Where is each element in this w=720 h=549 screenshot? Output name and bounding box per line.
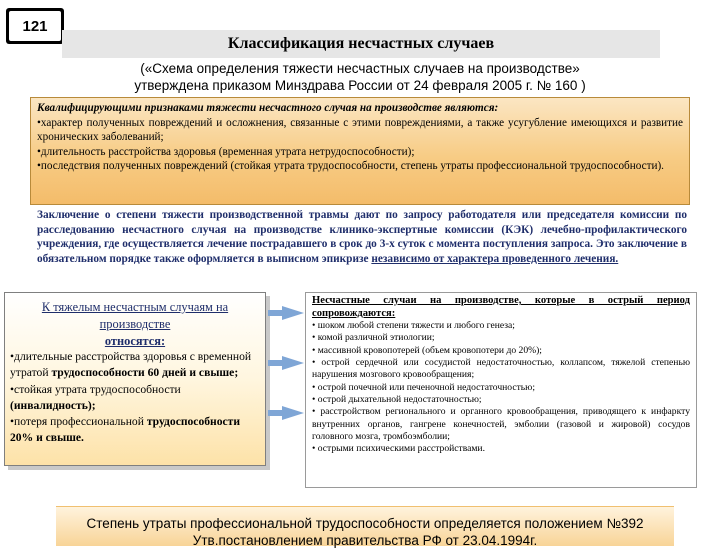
criteria-box	[30, 97, 690, 205]
footer-line-1: Степень утраты профессиональной трудоспособности определяется положением №392	[86, 516, 644, 531]
slide-number: 121	[9, 11, 61, 41]
criteria-item: •длительность расстройства здоровья (временная утрата нетрудоспособности);	[37, 145, 415, 158]
page-title: Классификация несчастных случаев	[62, 30, 660, 58]
conclusion-underlined: независимо от характера проведенного лечения.	[371, 252, 619, 265]
subtitle-line-2: утверждена приказом Минздрава России от 24 февраля 2005 г. № 160 )	[134, 78, 586, 93]
acute-item: • расстройством регионального и органного кровообращения, приводящего к инфаркту внутренних органов, гангрене конечностей, эмболии (газовой и жировой) сосудов головного мозга, тромбоэмболии;	[312, 406, 690, 442]
severe-cases-box	[4, 292, 266, 466]
acute-item: • острой сердечной или сосудистой недостаточностью, коллапсом, тяжелой степенью нарушения мозгового кровообращения;	[312, 357, 690, 381]
footer-line-2: Утв.постановлением правительства РФ от 23.04.1994г.	[192, 533, 538, 548]
criteria-lead: Квалифицирующими признаками тяжести несчастного случая на производстве являются:	[37, 102, 499, 114]
acute-item: • шоком любой степени тяжести и любого генеза;	[312, 320, 515, 332]
subtitle-line-1: («Схема определения тяжести несчастных случаев на производстве»	[140, 61, 580, 76]
criteria-item: •последствия полученных повреждений (стойкая утрата трудоспособности, степень утраты профессиональной трудоспособности).	[37, 160, 664, 173]
severe-item-3-text: •потеря профессиональной	[10, 415, 147, 429]
acute-item: • острой почечной или печеночной недостаточностью;	[312, 381, 535, 393]
severe-heading-strong: относятся:	[104, 334, 166, 348]
arrow-right-icon	[282, 356, 304, 370]
acute-heading: Несчастные случаи на производстве, которые в острый период сопровождаются:	[312, 295, 690, 319]
acute-item: • острыми психическими расстройствами.	[312, 443, 485, 455]
severe-item-1-text: •длительные расстройства здоровья с временной утратой	[10, 350, 252, 380]
footer-note	[56, 506, 674, 546]
acute-item: • массивной кровопотерей (объем кровопотери до 20%);	[312, 344, 542, 356]
severe-item-3	[10, 414, 260, 446]
arrow-right-icon	[282, 406, 304, 420]
acute-item: • острой дыхательной недостаточностью;	[312, 393, 482, 405]
severe-item-1	[10, 349, 260, 381]
acute-period-box	[305, 292, 697, 488]
severe-item-3-bold: трудоспособности 20% и свыше.	[10, 415, 241, 445]
arrow-right-icon	[282, 306, 304, 320]
severe-heading: К тяжелым несчастным случаям на производстве	[41, 300, 229, 331]
severe-item-1-bold: трудоспособности 60 дней и свыше;	[51, 366, 239, 380]
severe-item-2-bold: (инвалидность);	[10, 398, 96, 412]
conclusion-text	[37, 208, 687, 266]
severe-item-2	[10, 382, 260, 414]
subtitle	[30, 60, 690, 94]
acute-item: • комой различной этиологии;	[312, 332, 435, 344]
slide-number-badge	[6, 8, 64, 44]
severe-item-2-text: •стойкая утрата трудоспособности	[10, 382, 181, 396]
criteria-item: •характер полученных повреждений и осложнения, связанные с этими повреждениями, а также усугубление имеющихся и развитие хронических заболеваний;	[37, 116, 683, 144]
conclusion-main: Заключение о степени тяжести производственной травмы дают по запросу работодателя или председателя комиссии по расследованию несчастного случая на производстве клинико-экспертные комиссии (КЭК) лечебно-профилактического учреждения, где осуществляется лечение пострадавшего в срок до 3-х суток с момента поступления запроса. Это заключение в обязательном порядке также оформляется в выписном эпикризе	[37, 209, 687, 265]
